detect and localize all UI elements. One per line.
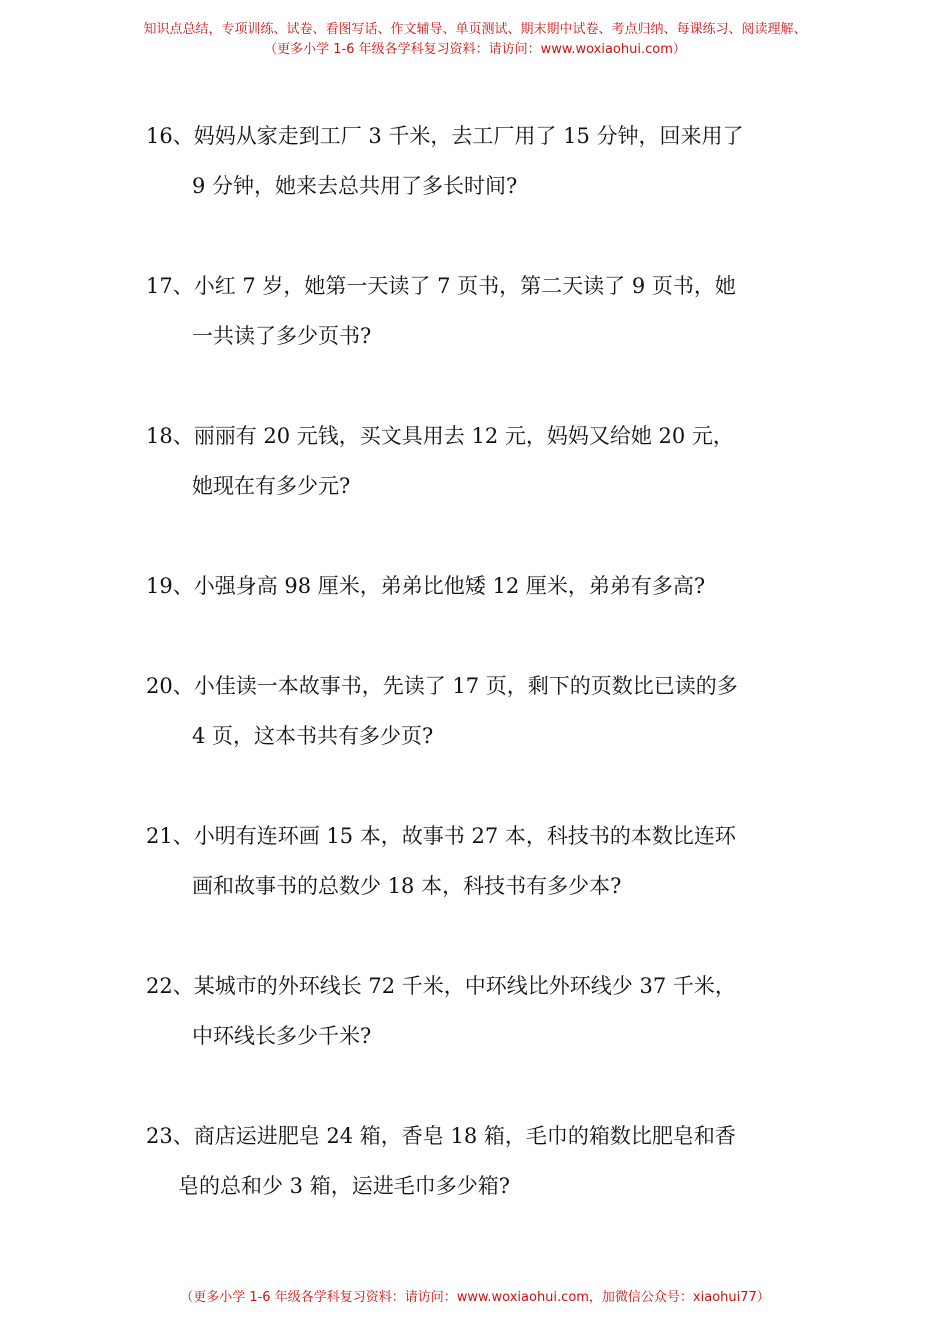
question-line: 22、某城市的外环线长 72 千米，中环线比外环线少 37 千米， (146, 974, 736, 998)
page-footer: （更多小学 1-6 年级各学科复习资料：请访问：www.woxiaohui.com，加微信公众号：xiaohui77） (180, 1290, 770, 1305)
question-continuation: 她现在有多少元? (192, 474, 351, 498)
question-line: 16、妈妈从家走到工厂 3 千米，去工厂用了 15 分钟，回来用了 (146, 124, 744, 148)
question-line: 19、小强身高 98 厘米，弟弟比他矮 12 厘米，弟弟有多高? (146, 574, 706, 598)
question-continuation: 皂的总和少 3 箱，运进毛巾多少箱? (178, 1174, 510, 1198)
question-line: 23、商店运进肥皂 24 箱，香皂 18 箱，毛巾的箱数比肥皂和香 (146, 1124, 736, 1148)
page-header (0, 20, 950, 60)
question-continuation: 9 分钟，她来去总共用了多长时间? (192, 174, 518, 198)
question-line: 17、小红 7 岁，她第一天读了 7 页书，第二天读了 9 页书，她 (146, 274, 736, 298)
question-continuation: 一共读了多少页书? (192, 324, 372, 348)
question-line: 20、小佳读一本故事书，先读了 17 页，剩下的页数比已读的多 (146, 674, 738, 698)
question-continuation: 中环线长多少千米? (192, 1024, 372, 1048)
header-line-2: （更多小学 1-6 年级各学科复习资料：请访问：www.woxiaohui.com） (264, 42, 686, 57)
question-continuation: 4 页，这本书共有多少页? (192, 724, 434, 748)
question-continuation: 画和故事书的总数少 18 本，科技书有多少本? (192, 874, 622, 898)
question-line: 18、丽丽有 20 元钱，买文具用去 12 元，妈妈又给她 20 元， (146, 424, 734, 448)
header-line-1: 知识点总结，专项训练、试卷、看图写话、作文辅导、单页测试、期末期中试卷、考点归纳、每课练习、阅读理解、 (143, 22, 807, 37)
question-line: 21、小明有连环画 15 本，故事书 27 本，科技书的本数比连环 (146, 824, 736, 848)
